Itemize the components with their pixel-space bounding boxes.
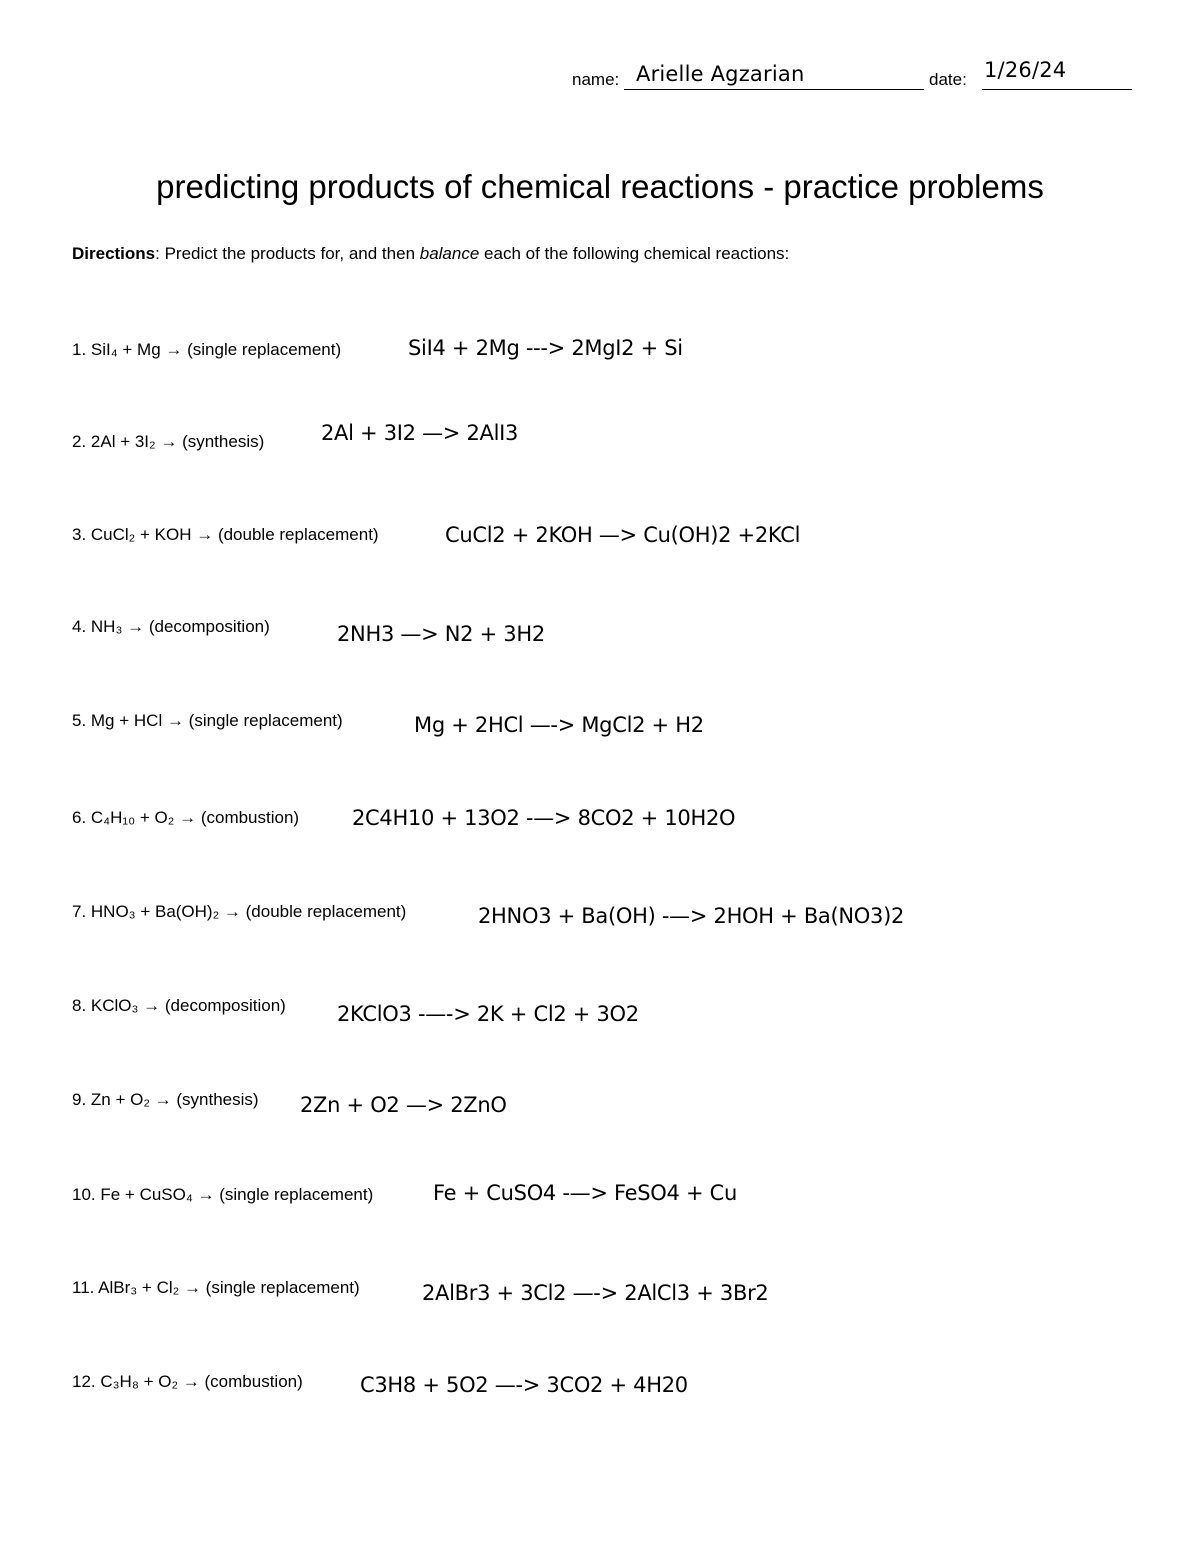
problem-prompt: 1. SiI₄ + Mg → (single replacement) xyxy=(72,340,342,359)
problem-answer[interactable]: 2C4H10 + 13O2 -—> 8CO2 + 10H2O xyxy=(352,806,736,830)
problem-answer[interactable]: 2KClO3 -—-> 2K + Cl2 + 3O2 xyxy=(337,1002,639,1026)
problem-prompt: 11. AlBr₃ + Cl₂ → (single replacement) xyxy=(72,1278,360,1297)
date-label: date: xyxy=(929,70,967,89)
problem-answer[interactable]: CuCl2 + 2KOH —> Cu(OH)2 +2KCl xyxy=(445,523,801,547)
problem-prompt: 12. C₃H₈ + O₂ → (combustion) xyxy=(72,1372,303,1391)
directions xyxy=(72,244,789,264)
directions-text-before: : Predict the products for, and then xyxy=(155,244,420,263)
problem-prompt: 6. C₄H₁₀ + O₂ → (combustion) xyxy=(72,808,300,827)
problem-answer[interactable]: 2Zn + O2 —> 2ZnO xyxy=(300,1093,507,1117)
directions-emphasis: balance xyxy=(419,244,480,263)
problem-answer[interactable]: 2Al + 3I2 —> 2AlI3 xyxy=(321,421,519,445)
name-value: Arielle Agzarian xyxy=(636,62,805,86)
problem-answer[interactable]: 2AlBr3 + 3Cl2 —-> 2AlCl3 + 3Br2 xyxy=(422,1281,769,1305)
directions-text-after: each of the following chemical reactions: xyxy=(479,244,790,263)
page-title: predicting products of chemical reactions - practice problems xyxy=(156,168,1044,205)
problem-answer[interactable]: Mg + 2HCl —-> MgCl2 + H2 xyxy=(414,713,704,737)
directions-label: Directions xyxy=(72,244,156,263)
problem-prompt: 5. Mg + HCl → (single replacement) xyxy=(72,711,343,730)
problem-answer[interactable]: 2NH3 —> N2 + 3H2 xyxy=(337,622,545,646)
problem-prompt: 10. Fe + CuSO₄ → (single replacement) xyxy=(72,1185,374,1204)
name-field[interactable] xyxy=(624,59,924,90)
problem-prompt: 2. 2Al + 3I₂ → (synthesis) xyxy=(72,432,265,451)
problem-prompt: 8. KClO₃ → (decomposition) xyxy=(72,996,286,1015)
header-line xyxy=(572,58,1152,96)
problem-prompt: 4. NH₃ → (decomposition) xyxy=(72,617,270,636)
date-value: 1/26/24 xyxy=(984,58,1067,82)
name-label: name: xyxy=(572,70,620,89)
problem-prompt: 7. HNO₃ + Ba(OH)₂ → (double replacement) xyxy=(72,902,407,921)
problem-answer[interactable]: Fe + CuSO4 -—> FeSO4 + Cu xyxy=(433,1181,738,1205)
date-field[interactable] xyxy=(982,59,1132,90)
problem-prompt: 9. Zn + O₂ → (synthesis) xyxy=(72,1090,259,1109)
problem-answer[interactable]: C3H8 + 5O2 —-> 3CO2 + 4H20 xyxy=(360,1373,688,1397)
problem-answer[interactable]: SiI4 + 2Mg ---> 2MgI2 + Si xyxy=(408,336,683,360)
problem-prompt: 3. CuCl₂ + KOH → (double replacement) xyxy=(72,525,379,544)
problem-answer[interactable]: 2HNO3 + Ba(OH) -—> 2HOH + Ba(NO3)2 xyxy=(478,904,905,928)
